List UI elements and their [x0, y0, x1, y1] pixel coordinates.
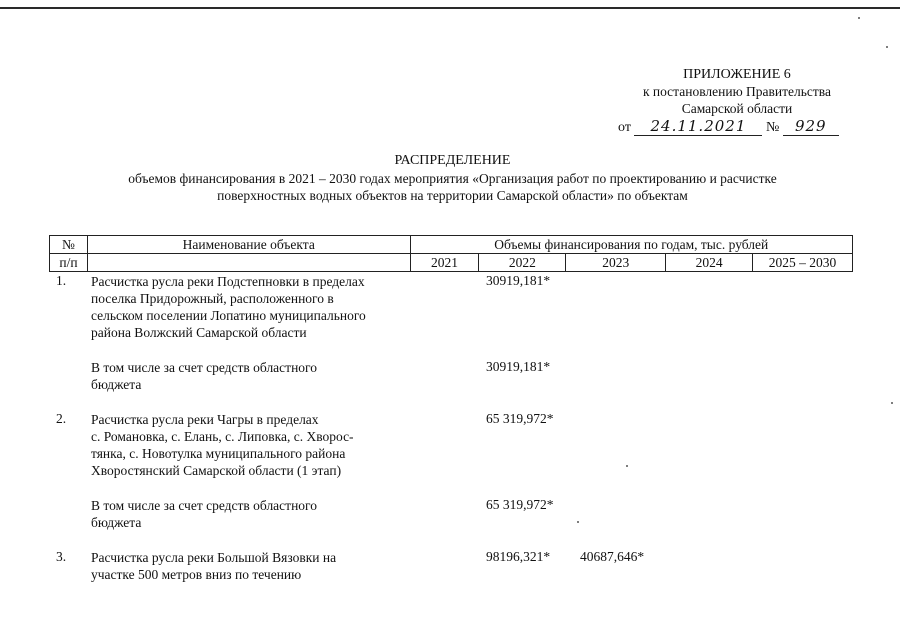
scan-speck [577, 521, 579, 523]
value-2022: 30919,181* [486, 273, 551, 288]
funding-table-header [49, 235, 853, 272]
row-description-line: участке 500 метров вниз по течению [91, 567, 302, 582]
row-description-line: В том числе за счет средств областного [91, 498, 317, 513]
subtitle-line-1: объемов финансирования в 2021 – 2030 годах мероприятия «Организация работ по проектированию и расчистке [128, 171, 777, 186]
row-number: 1. [56, 273, 67, 288]
appendix-line-1: к постановлению Правительства [642, 84, 831, 99]
header-year: 2023 [566, 254, 666, 272]
scan-speck [858, 17, 860, 19]
header-number: № [50, 236, 88, 254]
row-number: 2. [56, 411, 67, 426]
value-2022: 65 319,972* [486, 411, 554, 426]
scan-speck [626, 465, 628, 467]
row-description [91, 411, 421, 479]
handwritten-date: 24.11.2021 [634, 117, 762, 136]
header-object-name: Наименование объекта [87, 236, 410, 254]
row-description-line: района Волжский Самарской области [91, 325, 307, 340]
header-year: 2025 – 2030 [753, 254, 853, 272]
appendix-line-2: Самарской области [681, 101, 793, 116]
row-number: 3. [56, 549, 67, 564]
row-description [91, 273, 421, 341]
row-description-line: бюджета [91, 377, 142, 392]
value-2023: 40687,646* [580, 549, 645, 564]
document-title: РАСПРЕДЕЛЕНИЕ [394, 153, 511, 168]
scan-edge-line [0, 7, 900, 9]
handwritten-number: 929 [783, 117, 839, 136]
row-description-line: Хворостянский Самарской области (1 этап) [91, 463, 342, 478]
header-number-sub: п/п [50, 254, 88, 272]
row-description-line: с. Романовка, с. Елань, с. Липовка, с. Хворос- [91, 429, 354, 444]
value-2022: 65 319,972* [486, 497, 554, 512]
value-2022: 98196,321* [486, 549, 551, 564]
value-2022: 30919,181* [486, 359, 551, 374]
row-description [91, 359, 421, 393]
scan-speck [886, 46, 888, 48]
number-prefix: № [765, 120, 780, 135]
row-description-line: Расчистка русла реки Чагры в пределах [91, 412, 319, 427]
row-description-line: бюджета [91, 515, 142, 530]
appendix-title: ПРИЛОЖЕНИЕ 6 [683, 67, 791, 82]
header-funding-volumes: Объемы финансирования по годам, тыс. рублей [410, 236, 852, 254]
row-description-line: В том числе за счет средств областного [91, 360, 317, 375]
date-prefix: от [618, 120, 631, 135]
row-description-line: тянка, с. Новотулка муниципального района [91, 446, 346, 461]
document-subtitle [0, 170, 905, 204]
header-year: 2024 [666, 254, 753, 272]
row-description-line: поселка Придорожный, расположенного в [91, 291, 334, 306]
row-description [91, 497, 421, 531]
header-year: 2021 [410, 254, 479, 272]
subtitle-line-2: поверхностных водных объектов на территории Самарской области» по объектам [217, 188, 688, 203]
row-description-line: Расчистка русла реки Большой Вязовки на [91, 550, 337, 565]
row-description-line: сельском поселении Лопатино муниципального [91, 308, 366, 323]
decree-date-line [618, 117, 839, 136]
header-year: 2022 [479, 254, 566, 272]
appendix-block [643, 66, 831, 117]
row-description [91, 549, 421, 583]
scan-speck [891, 402, 893, 404]
row-description-line: Расчистка русла реки Подстепновки в пределах [91, 274, 365, 289]
header-empty-cell [87, 254, 410, 272]
